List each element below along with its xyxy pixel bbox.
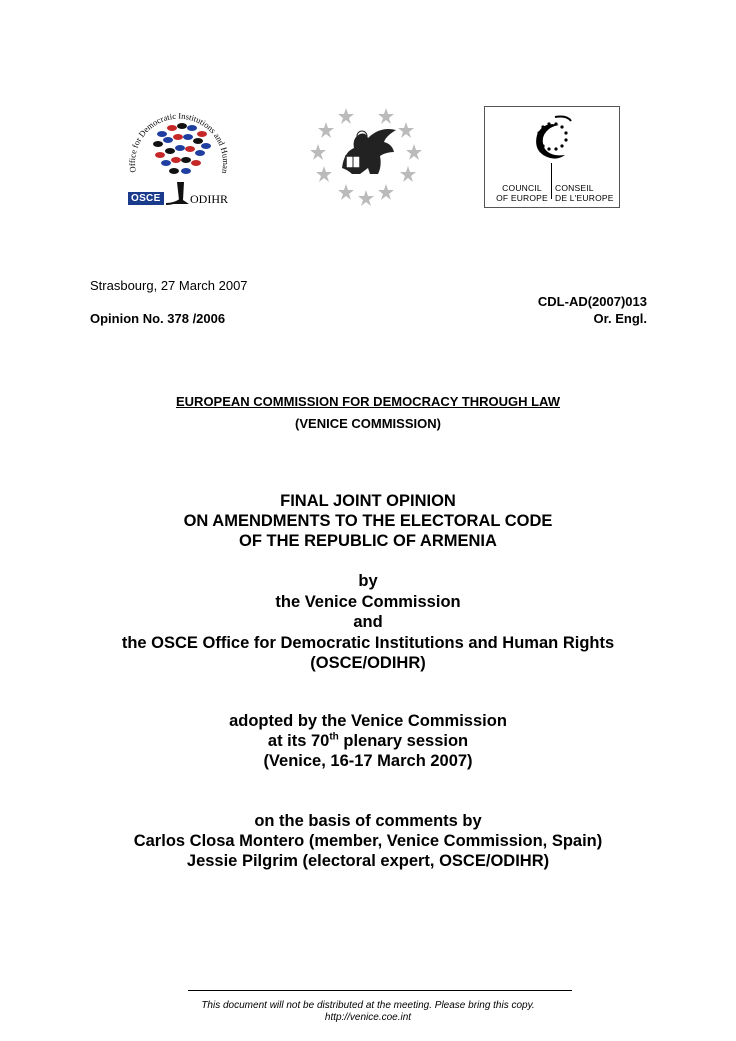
and-text: and (353, 613, 383, 631)
title-line-3: OF THE REPUBLIC OF ARMENIA (239, 532, 497, 550)
odihr-arc-text: Office for Democratic Institutions and Human (126, 110, 232, 175)
footer-notice: This document will not be distributed at the meeting. Please bring this copy. (201, 1000, 535, 1011)
commission-name: EUROPEAN COMMISSION FOR DEMOCRACY THROUGH LAW (176, 394, 560, 409)
venice-commission-logo (308, 104, 424, 214)
adoption-section (0, 711, 736, 771)
basis-line-2: Carlos Closa Montero (member, Venice Commission, Spain) (133, 832, 603, 850)
basis-line-3: Jessie Pilgrim (electoral expert, OSCE/ODIHR) (186, 852, 550, 870)
coe-label-en-2: OF EUROPE (496, 193, 548, 203)
odihr-logo (122, 100, 244, 212)
ordinal-suffix: th (329, 731, 339, 743)
commission-short-name: (VENICE COMMISSION) (295, 416, 441, 431)
document-title (0, 491, 736, 551)
adoption-line-2 (0, 731, 736, 751)
council-of-europe-logo (484, 106, 620, 208)
basis-line-1: on the basis of comments by (254, 812, 482, 830)
authors-section (0, 571, 736, 674)
opinion-number: Opinion No. 378 /2006 (90, 311, 226, 326)
adoption-line-2-post: plenary session (338, 732, 469, 750)
commission-section (0, 394, 736, 431)
document-reference: CDL-AD(2007)013 (537, 294, 647, 309)
footer-divider (188, 990, 572, 991)
place-date: Strasbourg, 27 March 2007 (90, 278, 248, 293)
osce-label: OSCE (128, 192, 164, 205)
author-org-2: the OSCE Office for Democratic Institutions and Human Rights (121, 633, 615, 652)
adoption-line-1: adopted by the Venice Commission (229, 712, 507, 730)
by-text: by (358, 572, 378, 590)
original-language: Or. Engl. (593, 311, 647, 326)
author-org-2-short: (OSCE/ODIHR) (310, 654, 426, 672)
coe-label-fr-2: DE L'EUROPE (555, 193, 614, 203)
basis-section (0, 811, 736, 871)
coe-label-fr-1: CONSEIL (555, 183, 594, 193)
title-line-1: FINAL JOINT OPINION (280, 492, 456, 510)
winged-lion-icon (308, 104, 424, 214)
adoption-line-2-pre: at its 70 (267, 732, 330, 750)
coe-label-en-1: COUNCIL (502, 183, 542, 193)
title-line-2: ON AMENDMENTS TO THE ELECTORAL CODE (183, 512, 553, 530)
author-org-1: the Venice Commission (275, 592, 461, 611)
odihr-label: ODIHR (190, 192, 228, 206)
adoption-line-3: (Venice, 16-17 March 2007) (263, 752, 473, 770)
coe-stars-icon (485, 107, 619, 179)
footer-url[interactable]: http://venice.coe.int (324, 1012, 412, 1023)
